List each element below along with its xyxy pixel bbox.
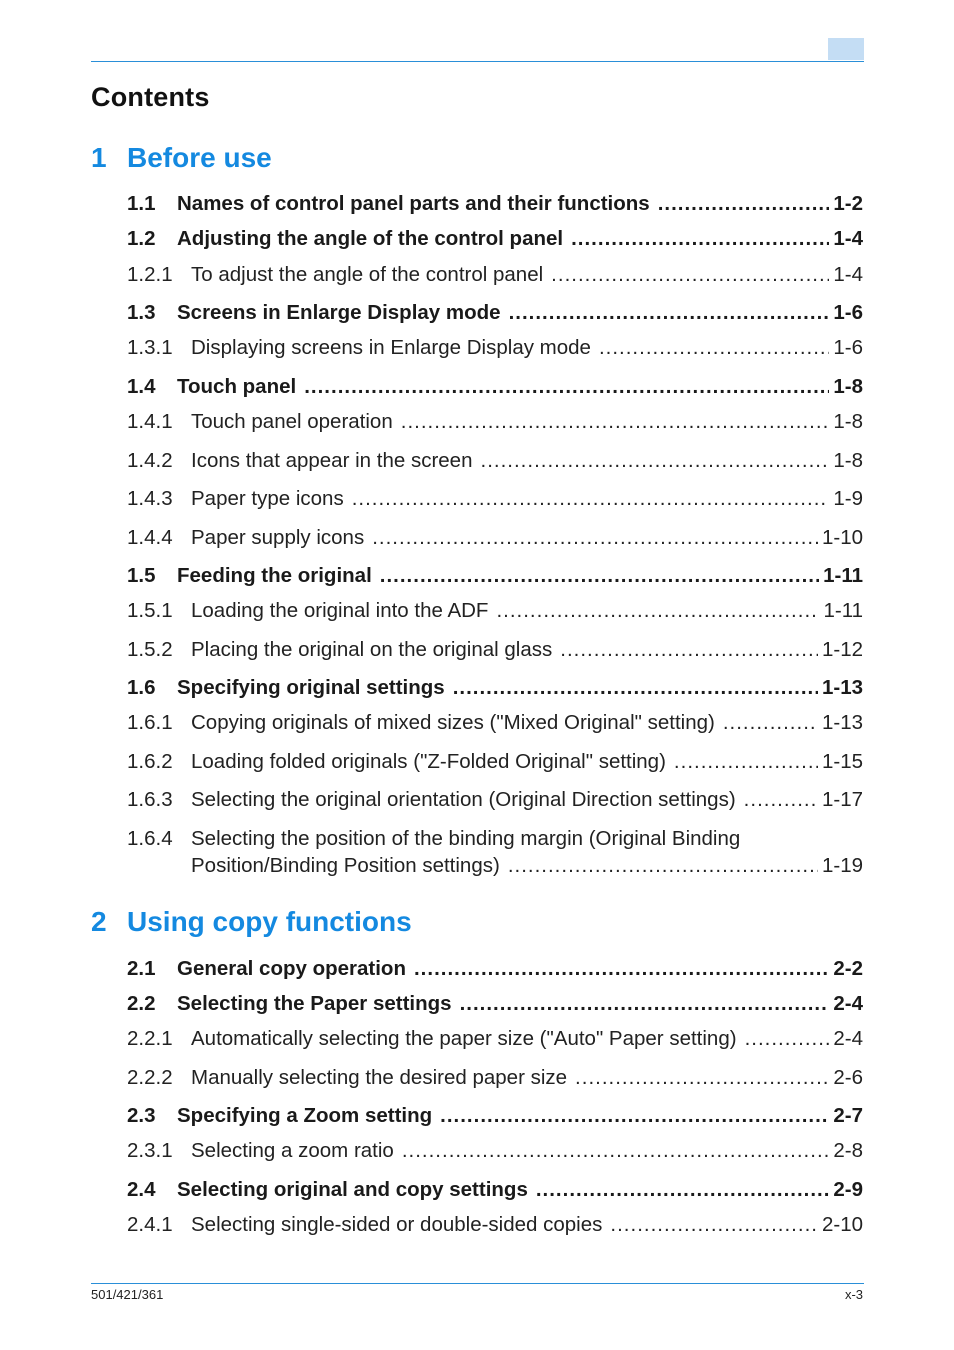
entry-page: 2-4 [833, 1027, 863, 1050]
leader-dots [674, 748, 818, 775]
entry-number: 1.5.2 [127, 638, 173, 661]
entry-number: 1.4 [127, 375, 156, 398]
entry-number: 1.6.3 [127, 788, 173, 811]
leader-dots [744, 786, 818, 813]
leader-dots [481, 447, 830, 474]
entry-page: 1-4 [833, 263, 863, 286]
entry-page: 2-2 [833, 957, 863, 980]
entry-title: Placing the original on the original glass [191, 638, 553, 661]
entry-page: 1-13 [821, 676, 863, 699]
entry-page: 1-19 [821, 854, 863, 877]
entry-page: 2-9 [833, 1178, 863, 1201]
toc-entry-2-4-1[interactable] [127, 1211, 863, 1238]
entry-title: Selecting the position of the binding margin (Original Binding [191, 827, 741, 850]
leader-dots [509, 299, 830, 326]
chapter-number: 2 [91, 906, 107, 937]
entry-page: 1-6 [833, 336, 863, 359]
entry-number: 1.6.4 [127, 827, 173, 850]
entry-page: 1-8 [833, 449, 863, 472]
leader-dots [460, 990, 830, 1017]
entry-number: 1.3 [127, 301, 156, 324]
entry-page: 1-12 [821, 638, 863, 661]
toc-entry-1-2[interactable] [127, 225, 863, 252]
toc-entry-1-2-1[interactable] [127, 261, 863, 288]
toc-entry-1-3[interactable] [127, 299, 863, 326]
entry-page: 2-6 [833, 1066, 863, 1089]
entry-page: 1-4 [833, 227, 863, 250]
entry-title: Touch panel operation [191, 410, 393, 433]
entry-number: 1.4.4 [127, 526, 173, 549]
leader-dots [658, 190, 830, 217]
chapter-title: Before use [127, 142, 272, 173]
entry-page: 1-10 [821, 526, 863, 549]
leader-dots [401, 408, 830, 435]
toc-entry-1-6-3[interactable] [127, 786, 863, 813]
entry-title-continued: Position/Binding Position settings) [191, 854, 500, 877]
toc-entry-1-5-1[interactable] [127, 597, 863, 624]
entry-title: Selecting the Paper settings [177, 992, 452, 1015]
entry-title: Manually selecting the desired paper size [191, 1066, 568, 1089]
leader-dots [372, 524, 818, 551]
leader-dots [508, 852, 818, 879]
footer-page-number: x-3 [844, 1287, 863, 1302]
entry-number: 1.5.1 [127, 599, 173, 622]
chapter-title: Using copy functions [127, 906, 412, 937]
entry-title: Adjusting the angle of the control panel [177, 227, 564, 250]
chapter-2-heading[interactable] [91, 906, 412, 938]
entry-title: Paper supply icons [191, 526, 365, 549]
entry-title: Touch panel [177, 375, 297, 398]
leader-dots [610, 1211, 818, 1238]
toc-entry-2-2-2[interactable] [127, 1064, 863, 1091]
toc-entry-2-1[interactable] [127, 955, 863, 982]
entry-number: 1.6.2 [127, 750, 173, 773]
entry-title: Loading folded originals ("Z-Folded Original" setting) [191, 750, 666, 773]
leader-dots [723, 709, 818, 736]
leader-dots [380, 562, 819, 589]
entry-title: To adjust the angle of the control panel [191, 263, 544, 286]
entry-number: 2.2.1 [127, 1027, 173, 1050]
entry-page: 1-11 [823, 599, 863, 622]
entry-title: Screens in Enlarge Display mode [177, 301, 501, 324]
toc-entry-1-4[interactable] [127, 373, 863, 400]
toc-entry-2-2[interactable] [127, 990, 863, 1017]
entry-title: General copy operation [177, 957, 406, 980]
header-tab-marker [828, 38, 864, 60]
leader-dots [453, 674, 818, 701]
entry-title: Copying originals of mixed sizes ("Mixed Original" setting) [191, 711, 715, 734]
entry-number: 1.6 [127, 676, 156, 699]
toc-entry-1-3-1[interactable] [127, 334, 863, 361]
leader-dots [402, 1137, 830, 1164]
leader-dots [352, 485, 830, 512]
leader-dots [571, 225, 829, 252]
chapter-1-heading[interactable] [91, 142, 272, 174]
toc-entry-1-4-1[interactable] [127, 408, 863, 435]
leader-dots [536, 1176, 830, 1203]
toc-entry-1-4-3[interactable] [127, 485, 863, 512]
entry-title: Specifying a Zoom setting [177, 1104, 433, 1127]
entry-page: 1-6 [833, 301, 863, 324]
entry-number: 1.1 [127, 192, 156, 215]
entry-title: Selecting single-sided or double-sided copies [191, 1213, 603, 1236]
toc-entry-2-4[interactable] [127, 1176, 863, 1203]
chapter-number: 1 [91, 142, 107, 173]
toc-entry-2-2-1[interactable] [127, 1025, 863, 1052]
toc-entry-2-3-1[interactable] [127, 1137, 863, 1164]
entry-title: Paper type icons [191, 487, 344, 510]
entry-title: Feeding the original [177, 564, 372, 587]
entry-title: Loading the original into the ADF [191, 599, 489, 622]
entry-number: 1.4.1 [127, 410, 173, 433]
header-rule [91, 61, 864, 62]
toc-entry-1-6[interactable] [127, 674, 863, 701]
entry-page: 1-17 [821, 788, 863, 811]
toc-entry-1-5[interactable] [127, 562, 863, 589]
footer-model: 501/421/361 [91, 1287, 164, 1302]
entry-title: Specifying original settings [177, 676, 445, 699]
entry-title: Names of control panel parts and their functions [177, 192, 650, 215]
entry-page: 1-8 [833, 375, 863, 398]
entry-page: 1-8 [833, 410, 863, 433]
entry-title: Displaying screens in Enlarge Display mode [191, 336, 591, 359]
entry-title: Selecting original and copy settings [177, 1178, 528, 1201]
entry-number: 1.2 [127, 227, 156, 250]
footer-rule [91, 1283, 864, 1284]
entry-page: 2-10 [821, 1213, 863, 1236]
entry-number: 2.3 [127, 1104, 156, 1127]
leader-dots [745, 1025, 830, 1052]
leader-dots [304, 373, 829, 400]
toc-entry-1-6-4[interactable] [127, 825, 863, 879]
toc-entry-1-5-2[interactable] [127, 636, 863, 663]
entry-number: 2.3.1 [127, 1139, 173, 1162]
entry-number: 2.1 [127, 957, 156, 980]
entry-title: Selecting a zoom ratio [191, 1139, 394, 1162]
entry-number: 1.3.1 [127, 336, 173, 359]
entry-title: Automatically selecting the paper size ("Auto" Paper setting) [191, 1027, 737, 1050]
entry-title: Selecting the original orientation (Original Direction settings) [191, 788, 736, 811]
entry-page: 1-11 [823, 564, 863, 587]
entry-number: 2.4 [127, 1178, 156, 1201]
entry-page: 2-4 [833, 992, 863, 1015]
entry-page: 1-2 [833, 192, 863, 215]
leader-dots [496, 597, 819, 624]
leader-dots [440, 1102, 829, 1129]
leader-dots [551, 261, 829, 288]
entry-number: 1.4.3 [127, 487, 173, 510]
entry-number: 1.6.1 [127, 711, 173, 734]
leader-dots [599, 334, 829, 361]
entry-number: 2.2.2 [127, 1066, 173, 1089]
entry-number: 2.2 [127, 992, 156, 1015]
entry-page: 1-9 [833, 487, 863, 510]
leader-dots [560, 636, 818, 663]
entry-page: 2-7 [833, 1104, 863, 1127]
entry-number: 2.4.1 [127, 1213, 173, 1236]
leader-dots [575, 1064, 829, 1091]
toc-entry-1-6-2[interactable] [127, 748, 863, 775]
entry-page: 1-15 [821, 750, 863, 773]
toc-entry-1-6-1[interactable] [127, 709, 863, 736]
entry-number: 1.2.1 [127, 263, 173, 286]
leader-dots [414, 955, 829, 982]
entry-title: Icons that appear in the screen [191, 449, 473, 472]
toc-entry-1-4-4[interactable] [127, 524, 863, 551]
entry-number: 1.5 [127, 564, 156, 587]
toc-entry-2-3[interactable] [127, 1102, 863, 1129]
entry-number: 1.4.2 [127, 449, 173, 472]
entry-page: 1-13 [821, 711, 863, 734]
page-title: Contents [91, 82, 210, 112]
entry-page: 2-8 [833, 1139, 863, 1162]
toc-entry-1-4-2[interactable] [127, 447, 863, 474]
toc-entry-1-1[interactable] [127, 190, 863, 217]
